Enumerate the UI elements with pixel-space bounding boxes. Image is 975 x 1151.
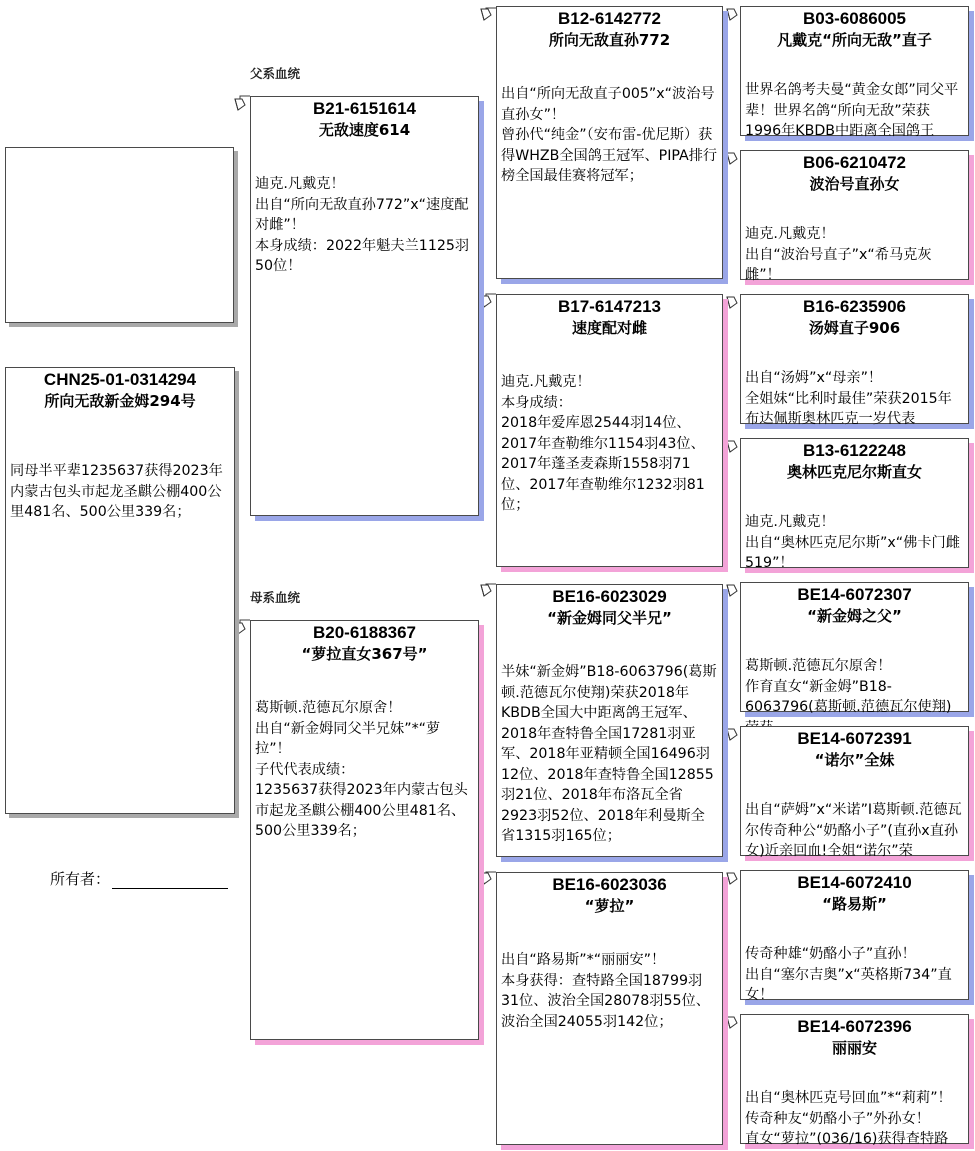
bird-name: “新金姆同父半兄” xyxy=(547,609,672,627)
sire-card xyxy=(250,96,479,516)
sire-sire-dam-card xyxy=(740,150,969,283)
paternal-line-label: 父系血统 xyxy=(250,66,301,81)
bird-name: “萝拉” xyxy=(584,897,635,915)
bird-name: 凡戴克“所向无敌”直子 xyxy=(777,31,932,49)
bird-name: 所向无敌新金姆294号 xyxy=(44,392,196,410)
ring-number: B03-6086005 xyxy=(802,9,907,28)
bird-name: 波治号直孙女 xyxy=(809,175,900,193)
link-pin-icon xyxy=(724,727,739,742)
ring-number: B21-6151614 xyxy=(312,99,417,118)
ring-number: BE14-6072391 xyxy=(797,729,912,748)
link-pin-icon xyxy=(724,295,739,310)
ring-number: B13-6122248 xyxy=(802,441,907,460)
link-pin-icon xyxy=(478,583,493,598)
bird-notes: 葛斯顿.范德瓦尔原舍！ 出自“新金姆同父半兄妹”*“萝拉”！ 子代代表成绩： 1235637获得2023年内蒙古包头市起龙圣麒公棚400公里481名、500公里339名； xyxy=(255,700,468,839)
bird-notes: 同母半平辈1235637获得2023年内蒙古包头市起龙圣麒公棚400公里481名、500公里339名； xyxy=(10,463,223,520)
bird-notes: 迪克.凡戴克！ 出自“波治号直子”x“希马克灰雌”！ xyxy=(745,226,932,283)
link-pin-icon xyxy=(724,151,739,166)
bird-notes: 葛斯顿.范德瓦尔原舍！ 作育直女“新金姆”B18-6063796(葛斯顿.范德瓦尔使翔) xyxy=(745,658,952,715)
bird-name: “萝拉直女367号” xyxy=(301,645,428,663)
bird-notes: 迪克.凡戴克！ 出自“奥林匹克尼尔斯”x“佛卡门雌519”！ xyxy=(745,514,960,571)
bird-name: “诺尔”全妹 xyxy=(814,751,895,769)
dam-sire-card xyxy=(496,584,723,857)
dam-dam-sire-card xyxy=(740,870,969,1003)
ring-number: BE14-6072396 xyxy=(797,1017,912,1036)
ring-number: B06-6210472 xyxy=(802,153,907,172)
link-pin-icon xyxy=(724,7,739,22)
ring-number: BE14-6072307 xyxy=(797,585,912,604)
ring-number: CHN25-01-0314294 xyxy=(43,370,197,389)
link-pin-icon xyxy=(724,439,739,454)
dam-card xyxy=(250,620,479,1040)
sire-sire-sire-card xyxy=(740,6,969,139)
bird-name: “路易斯” xyxy=(822,895,887,913)
ring-number: B16-6235906 xyxy=(802,297,907,316)
dam-dam-dam-card xyxy=(740,1014,969,1147)
sire-dam-sire-card xyxy=(740,294,969,427)
owner-label: 所有者： xyxy=(50,870,111,888)
bird-name: 所向无敌直孙772 xyxy=(548,31,671,49)
ring-number: BE16-6023029 xyxy=(552,587,667,606)
photo-placeholder xyxy=(5,147,234,323)
ring-number: B20-6188367 xyxy=(312,623,417,642)
link-pin-icon xyxy=(478,294,493,309)
bird-name: 奥林匹克尼尔斯直女 xyxy=(786,463,922,481)
dam-sire-dam-card xyxy=(740,726,969,859)
ring-number: BE16-6023036 xyxy=(552,875,667,894)
bird-name: 丽丽安 xyxy=(831,1039,877,1057)
link-pin-icon xyxy=(478,871,493,886)
owner-signature-line xyxy=(112,870,228,889)
bird-name: “新金姆之父” xyxy=(807,607,902,625)
bird-notes: 半妹“新金姆”B18-6063796(葛斯顿.范德瓦尔使翔)荣获2018年KBDB全国大中距离鸽王冠军、2018年查特鲁全国17281羽亚军、2018年亚精顿全国16496羽12位、2018年查特鲁全国12855羽21位、2018年布洛瓦全省2923羽52位、2018年利曼斯全省1315羽165位； xyxy=(501,664,717,844)
link-pin-icon xyxy=(478,7,493,22)
sire-dam-dam-card xyxy=(740,438,969,571)
main-bird-card xyxy=(5,367,235,814)
ring-number: BE14-6072410 xyxy=(797,873,912,892)
bird-notes: 迪克.凡戴克！ 出自“所向无敌直孙772”x“速度配对雌”！ 本身成绩：2022年魁夫兰1125羽50位！ xyxy=(255,176,470,274)
bird-name: 汤姆直子906 xyxy=(808,319,901,337)
ring-number: B17-6147213 xyxy=(557,297,662,316)
bird-notes: 出自“汤姆”x“母亲”！ 全姐妹“比利时最佳”荣获2015年布达佩斯奥林匹克一岁代表 xyxy=(745,370,952,427)
bird-notes: 出自“路易斯”*“丽丽安”！ 本身获得：查特路全国18799羽31位、波治全国28078羽55位、波治全国24055羽142位； xyxy=(501,952,710,1030)
dam-dam-card xyxy=(496,872,723,1145)
bird-notes: 出自“奥林匹克号回血”*“莉莉”！ 传奇种友“奶酪小子”外孙女！ 直女“萝拉”(036/16)获得查特路 xyxy=(745,1090,952,1147)
bird-name: 无敌速度614 xyxy=(318,121,411,139)
dam-sire-sire-card xyxy=(740,582,969,715)
sire-dam-card xyxy=(496,294,723,567)
ring-number: B12-6142772 xyxy=(557,9,662,28)
link-pin-icon xyxy=(724,583,739,598)
sire-sire-card xyxy=(496,6,723,279)
link-pin-icon xyxy=(724,871,739,886)
bird-notes: 出自“所向无敌直子005”x“波治号直孙女”！ 曾孙代“纯金”（安布雷-优尼斯）获得WHZB全国鸽王冠军、PIPA排行榜全国最佳赛将冠军； xyxy=(501,86,718,184)
bird-name: 速度配对雌 xyxy=(571,319,647,337)
link-pin-icon xyxy=(232,97,247,112)
bird-notes: 迪克.凡戴克！ 本身成绩： 2018年爱库恩2544羽14位、2017年查勒维尔1154羽43位、2017年蓬圣麦森斯1558羽71位、2017年查勒维尔1232羽81位； xyxy=(501,374,705,513)
bird-notes: 传奇种雄“奶酪小子”直孙！ 出自“塞尔吉奥”x“英格斯734”直女！ xyxy=(745,946,952,1003)
owner-field xyxy=(50,868,228,889)
bird-notes: 出自“萨姆”x“米诺”I葛斯顿.范德瓦尔传奇种公“奶酪小子”(直孙x直孙女)近亲回血!全姐“诺尔”荣 xyxy=(745,802,962,859)
link-pin-icon xyxy=(724,1015,739,1030)
bird-notes: 世界名鸽考夫曼“黄金女郎”同父平辈！世界名鸽“所向无敌”荣获1996年KBDB中距离全国鸽王 xyxy=(745,82,959,139)
maternal-line-label: 母系血统 xyxy=(250,590,301,605)
